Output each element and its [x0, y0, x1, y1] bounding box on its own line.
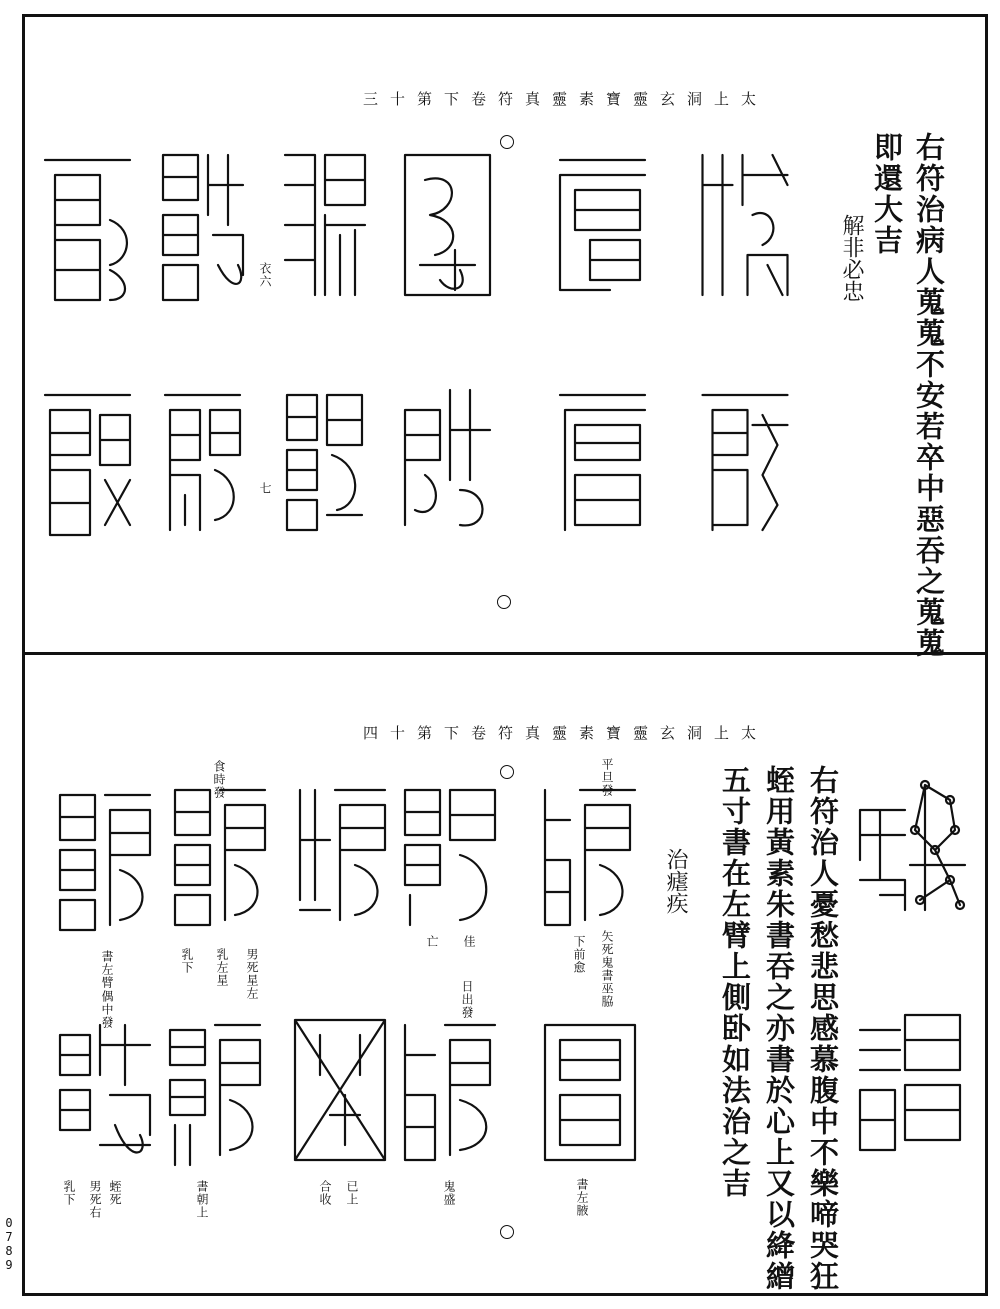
top-text-line-1: 右符治病人蒐蒐不安若卒中惡吞之蒐蒐: [912, 132, 946, 659]
bottom-note: 書左臂: [100, 950, 114, 989]
talisman-glyph-icon: [165, 1015, 265, 1170]
star-diagram-icon: [855, 770, 970, 920]
talisman-glyph-icon: [282, 385, 367, 535]
bottom-note: 下前愈: [572, 935, 586, 974]
talisman-glyph-icon: [690, 385, 795, 535]
talisman-glyph-icon: [545, 385, 655, 535]
bottom-note: 男死右: [88, 1180, 102, 1219]
bottom-text-line-1: 右符治人憂愁悲思感慕腹中不樂啼哭狂: [806, 765, 840, 1292]
page-divider: [22, 652, 988, 655]
top-text-line-2: 即還大吉: [870, 132, 904, 256]
bottom-note: 鬼盛: [442, 1180, 456, 1206]
bottom-note: 男死星左: [245, 948, 259, 1000]
bottom-note: 矢死鬼書巫脇: [600, 930, 614, 1008]
bottom-note: 亡: [425, 935, 439, 948]
talisman-glyph-icon: [280, 145, 370, 305]
bottom-text-line-3: 五寸書在左臂上側卧如法治之吉: [718, 765, 752, 1199]
talisman-glyph-icon: [55, 1015, 155, 1170]
top-running-head: 太上洞玄靈寶素靈真符卷下第十三: [363, 90, 769, 108]
talisman-glyph-icon: [690, 145, 795, 305]
talisman-glyph-icon: [400, 150, 495, 300]
talisman-glyph-icon: [400, 780, 500, 930]
bottom-note: 書左腋: [575, 1178, 589, 1217]
talisman-glyph-icon: [40, 150, 135, 310]
bottom-note: 平旦發: [600, 758, 614, 797]
talisman-glyph-icon: [540, 780, 640, 935]
bottom-note: 乳下: [62, 1180, 76, 1206]
bottom-note: 食時發: [212, 760, 226, 799]
talisman-glyph-icon: [160, 385, 245, 540]
talisman-glyph-icon: [540, 1015, 640, 1165]
bottom-note: 日出發: [460, 980, 474, 1019]
talisman-glyph-icon: [545, 150, 655, 300]
bottom-note: 偶中發: [100, 990, 114, 1029]
talisman-glyph-icon: [40, 385, 135, 545]
talisman-glyph-icon: [855, 1010, 965, 1155]
bottom-subtitle: 治瘧疾: [663, 848, 688, 914]
bottom-note: 蛭死: [108, 1180, 122, 1206]
bottom-note: 已上: [345, 1180, 359, 1206]
bottom-note: 乳下: [180, 948, 194, 974]
talisman-glyph-icon: [295, 780, 390, 930]
top-subtitle: 解非必忠: [839, 214, 864, 302]
bottom-note: 書朝上: [195, 1180, 209, 1219]
bottom-note: 合收: [318, 1180, 332, 1206]
page-number: 0789: [5, 1216, 13, 1272]
circle-mark-icon: [500, 765, 514, 779]
bottom-note: 乳左星: [215, 948, 229, 987]
talisman-glyph-icon: [158, 145, 248, 305]
circle-mark-icon: [500, 1225, 514, 1239]
top-note-2: 七: [258, 482, 272, 495]
talisman-glyph-icon: [395, 380, 495, 535]
circle-mark-icon: [500, 135, 514, 149]
circle-mark-icon: [497, 595, 511, 609]
talisman-glyph-icon: [290, 1015, 390, 1165]
top-note-1: 衣六: [258, 262, 272, 288]
bottom-note: 佳: [462, 935, 476, 948]
talisman-glyph-icon: [170, 780, 270, 930]
talisman-glyph-icon: [55, 785, 155, 935]
bottom-text-line-2: 蛭用黃素朱書吞之亦書於心上又以絳繒: [762, 765, 796, 1292]
talisman-glyph-icon: [400, 1015, 500, 1165]
bottom-running-head: 太上洞玄靈寶素靈真符卷下第十四: [363, 724, 769, 742]
